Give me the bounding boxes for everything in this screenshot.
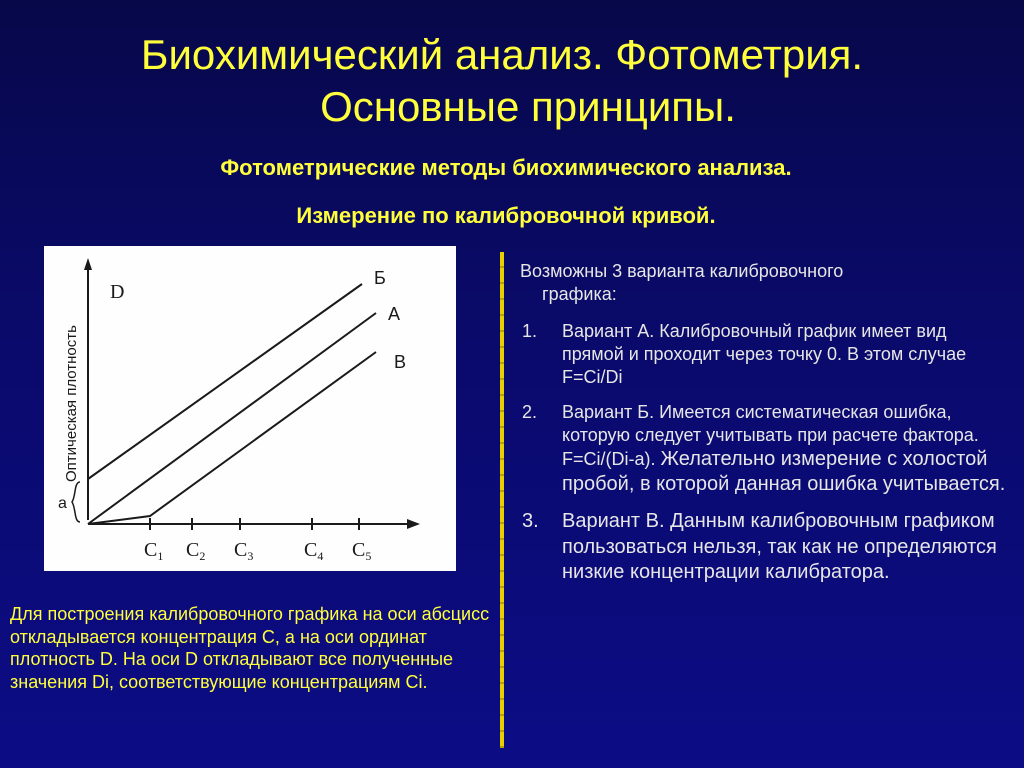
variant-1-text: Вариант А. Калибровочный график имеет вид прямой и проходит через точку 0. В этом случае F=Ci/Di	[562, 321, 967, 387]
x-tick-label-c5: $C_5$	[352, 539, 372, 563]
variants-column	[520, 260, 1012, 598]
x-tick-label-c4: $C_4$	[304, 539, 324, 563]
y-axis-arrow	[84, 258, 92, 270]
variant-2-text-cont: Желательно измерение с холостой пробой, в которой данная ошибка учитывается.	[562, 448, 1006, 495]
variant-3-text: Вариант В. Данным калибровочным графиком пользоваться нельзя, так как не определяются низкие концентрации калибратора.	[562, 510, 997, 583]
slide-title-line2: Основные принципы.	[320, 83, 736, 130]
d-label: D	[110, 281, 125, 303]
variants-intro	[520, 260, 1012, 306]
left-explanation: Для построения калибровочного графика на оси абсцисс откладывается концентрация С, а на оси ординат плотность D. На оси D откладывают все полученные значения Di, соответствующие концентрациям Ci.	[10, 604, 490, 692]
intro-line1: Возможны 3 варианта калибровочного	[520, 261, 844, 281]
y-axis-label: Оптическая плотность	[63, 325, 80, 482]
calibration-graph-svg	[44, 246, 456, 571]
a-label: а	[58, 495, 67, 512]
intro-line2: графика:	[542, 284, 617, 304]
variant-3	[520, 509, 1012, 586]
series-label-a: А	[388, 304, 401, 324]
slide-subtitle-line2: Измерение по калибровочной кривой.	[296, 203, 716, 228]
x-tick-label-c3: $C_3$	[234, 539, 254, 563]
offset-bracket	[72, 482, 80, 522]
variant-1-number: 1.	[522, 321, 538, 341]
vertical-divider	[500, 252, 504, 748]
line-a	[88, 313, 376, 524]
calibration-graph	[44, 246, 456, 571]
variant-1	[520, 320, 1012, 389]
variant-2-text: Вариант Б. Имеется систематическая ошибка, которую следует учитывать при расчете фактора. F=Ci/(Di-a).	[562, 402, 979, 469]
x-axis-arrow	[407, 519, 420, 529]
line-b	[88, 284, 362, 479]
variant-2-number: 2.	[522, 402, 538, 422]
x-tick-label-c2: $C_2$	[186, 539, 206, 563]
slide-title-line1: Биохимический анализ. Фотометрия.	[140, 31, 864, 78]
line-v	[88, 352, 376, 524]
x-tick-label-c1: $C_1$	[144, 539, 164, 563]
series-label-v: В	[394, 352, 407, 372]
slide-subtitle-line1: Фотометрические методы биохимического анализа.	[220, 155, 792, 180]
variant-2	[520, 401, 1012, 497]
series-label-b: Б	[374, 268, 386, 288]
variant-3-number: 3.	[522, 510, 539, 532]
